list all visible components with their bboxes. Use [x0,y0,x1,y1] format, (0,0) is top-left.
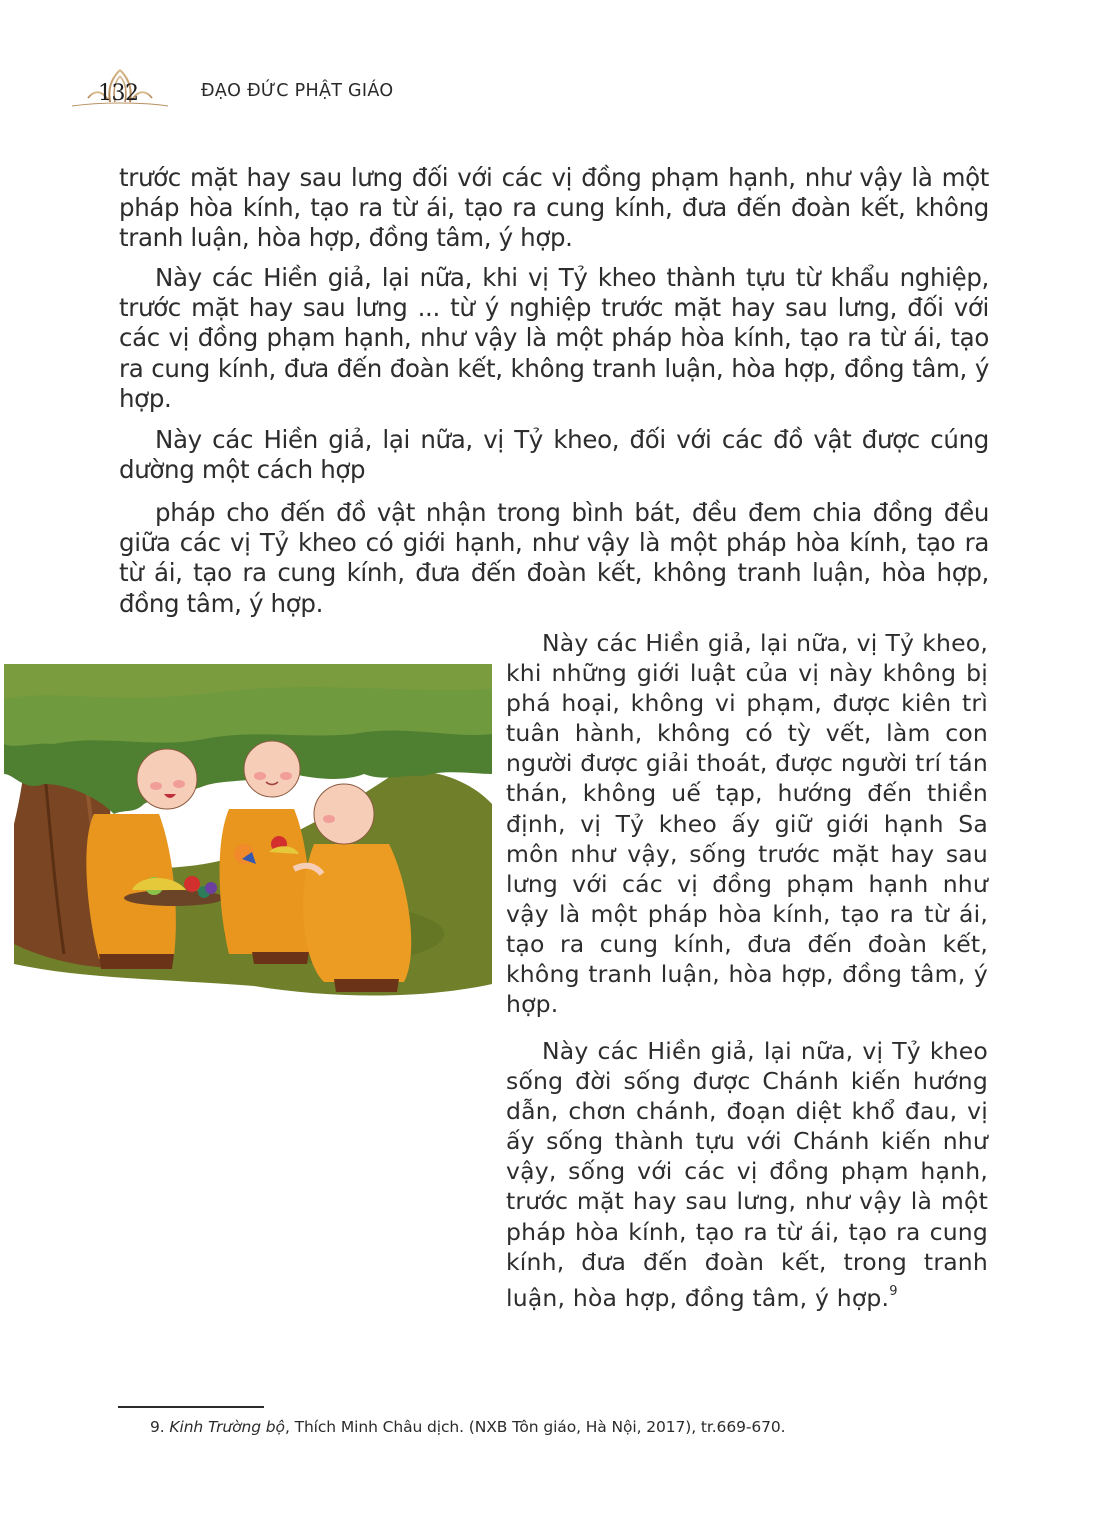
paragraph [119,263,989,414]
paragraph-text: pháp cho đến đồ vật nhận trong bình bát, đều đem chia đồng đều giữa các vị Tỷ kheo có giới hạnh, như vậy là một pháp hòa kính, tạo ra từ ái, tạo ra cung kính, đưa đến đoàn kết, không tranh luận, hòa hợp, đồng tâm, ý hợp. [119,498,989,618]
paragraph [119,425,989,485]
paragraph-continuation [119,163,989,254]
footnote-divider [118,1406,264,1408]
footnote-citation: , Thích Minh Châu dịch. (NXB Tôn giáo, Hà Nội, 2017), tr.669-670. [284,1418,786,1436]
footnote-title: Kinh Trường bộ [169,1418,285,1436]
paragraph-text: Này các Hiền giả, lại nữa, khi vị Tỷ kheo thành tựu từ khẩu nghiệp, trước mặt hay sau lưng ... từ ý nghiệp trước mặt hay sau lưng, đối với các vị đồng phạm hạnh, như vậy là một pháp hòa kính, tạo ra từ ái, tạo ra cung kính, đưa đến đoàn kết, không tranh luận, hòa hợp, đồng tâm, ý hợp. [119,263,989,413]
paragraph [119,498,989,619]
paragraph-text: trước mặt hay sau lưng đối với các vị đồng phạm hạnh, như vậy là một pháp hòa kính, tạo ra từ ái, tạo ra cung kính, đưa đến đoàn kết, không tranh luận, hòa hợp, đồng tâm, ý hợp. [119,163,989,253]
paragraph-column [506,1036,988,1313]
footnote-reference[interactable]: 9 [889,1283,898,1299]
footnote-number: 9. [150,1418,165,1436]
page-number: 132 [98,81,139,106]
running-title: ĐẠO ĐỨC PHẬT GIÁO [201,81,394,101]
page-header [70,68,470,108]
paragraph-text: Này các Hiền giả, lại nữa, vị Tỷ kheo, đối với các đồ vật được cúng dường một cách hợp [119,425,989,485]
paragraph-text: Này các Hiền giả, lại nữa, vị Tỷ kheo, khi những giới luật của vị này không bị phá hoại, không vi phạm, được kiên trì tuân hành, không có tỳ vết, làm con người được giải thoát, được người trí tán thán, không uế tạp, hướng đến thiền định, vị Tỷ kheo ấy giữ giới hạnh Sa môn như vậy, sống trước mặt hay sau lưng với các vị đồng phạm hạnh như vậy là một pháp hòa kính, tạo ra từ ái, tạo ra cung kính, đưa đến đoàn kết, không tranh luận, hòa hợp, đồng tâm, ý hợp. [506,629,988,1019]
paragraph-text: Này các Hiền giả, lại nữa, vị Tỷ kheo sống đời sống được Chánh kiến hướng dẫn, chơn chánh, đoạn diệt khổ đau, vị ấy sống thành tựu với Chánh kiến như vậy, sống với các vị đồng phạm hạnh, trước mặt hay sau lưng, như vậy là một pháp hòa kính, tạo ra từ ái, tạo ra cung kính, đưa đến đoàn kết, trong tranh luận, hòa hợp, đồng tâm, ý hợp. [506,1037,988,1312]
footnote [150,1418,785,1436]
paragraph-column [506,628,988,1019]
monks-under-tree-illustration [4,664,492,999]
